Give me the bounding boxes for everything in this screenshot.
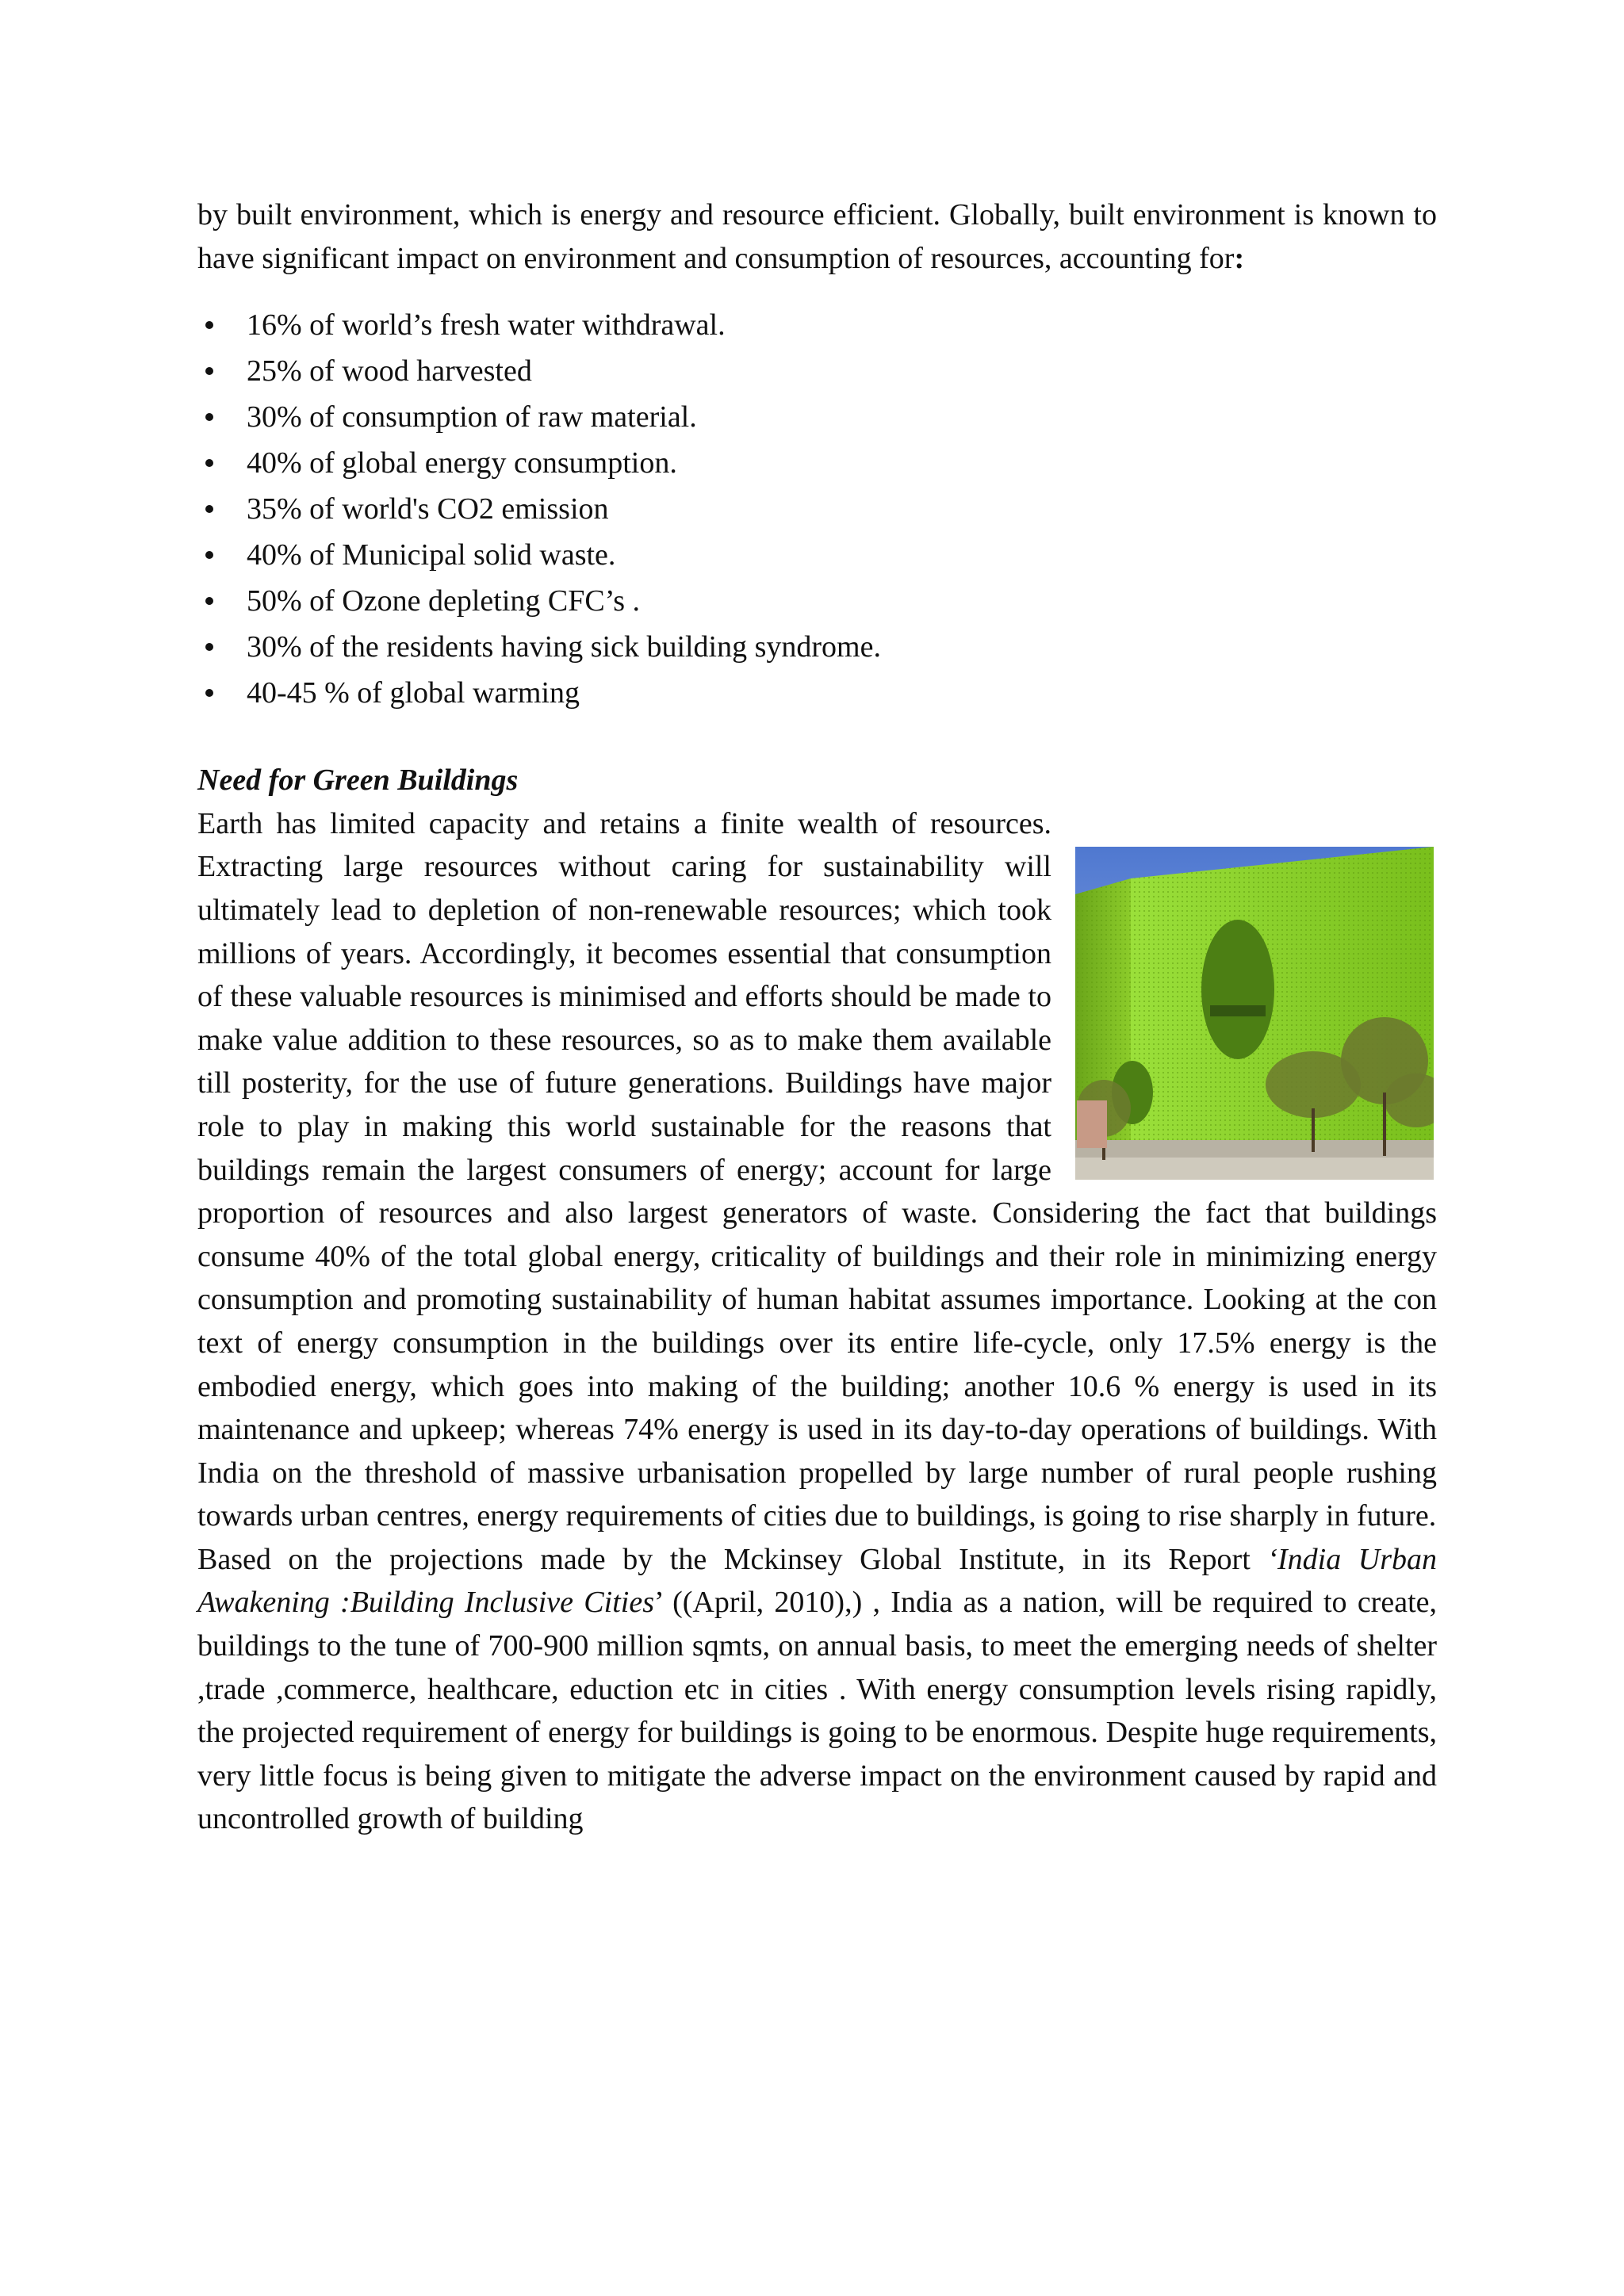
report-title: ‘India Urban Awakening :Building Inclusive Cities bbox=[197, 1542, 1437, 1620]
bullet-icon bbox=[205, 367, 213, 375]
intro-colon: : bbox=[1234, 241, 1245, 275]
bullet-icon bbox=[205, 505, 213, 513]
page-content bbox=[197, 193, 1437, 1841]
bullet-icon bbox=[205, 551, 213, 559]
list-item: 30% of the residents having sick building syndrome. bbox=[197, 624, 1437, 670]
body-paragraph-1: Earth has limited capacity and retains a finite wealth of resources. Extracting large resources without caring for sustainability will ultimately lead to depletion of non-renewable resources; which took millions of years. Accordingly, it becomes essential that consumption of these valuable resources is minimised and efforts should be made to make value addition to these resources, so as to make them available till posterity, for the use of future generations. Buildings have major role to play in making this world sustainable for the reasons that buildings remain the largest consumers of energy; account for large proportion of resources and also largest generators of waste. Considering the fact that buildings consume 40% of the total global energy, criticality of buildings and their role in minimizing energy consumption and promoting sustainability of human habitat assumes importance. Looking at the con text of energy consumption in the buildings over its entire life-cycle, only 17.5% energy is the embodied energy, which goes into making of the building; another 10.6 % energy is used in its maintenance and upkeep; whereas 74% energy is used in its day-to-day operations of buildings. With India on the threshold of massive urbanisation propelled by large number of rural people rushing towards urban centres, energy requirements of cities due to buildings, is going to rise sharply in future. bbox=[197, 806, 1437, 1533]
bullet-icon bbox=[205, 321, 213, 329]
window-band bbox=[1210, 1005, 1266, 1016]
section-heading: Need for Green Buildings bbox=[197, 763, 519, 798]
green-building-photo bbox=[1075, 847, 1434, 1180]
bullet-icon bbox=[205, 689, 213, 697]
list-item: 25% of wood harvested bbox=[197, 348, 1437, 394]
body-paragraph-2: Based on the projections made by the Mckinsey Global Institute, in its Report ‘India Urban Awakening :Building Inclusive Cities’ ((April, 2010),) , India as a nation, will be required to create, buildings to the tune of 700-900 million sqmts, on annual basis, to meet the emerging needs of shelter ,trade ,commerce, healthcare, eduction etc in cities . With energy consumption levels rising rapidly, the projected requirement of energy for buildings is going to be enormous. Despite huge requirements, very little focus is being given to mitigate the adverse impact on the environment caused by rapid and uncontrolled growth of building bbox=[197, 1542, 1437, 1836]
list-item: 50% of Ozone depleting CFC’s . bbox=[197, 578, 1437, 624]
green-building-illustration bbox=[1075, 847, 1434, 1180]
bullet-icon bbox=[205, 413, 213, 421]
circular-opening bbox=[1201, 920, 1274, 1059]
facts-list bbox=[197, 302, 1437, 716]
bullet-icon bbox=[205, 597, 213, 605]
bullet-icon bbox=[205, 459, 213, 467]
distant-building bbox=[1077, 1100, 1107, 1148]
list-item: 40% of global energy consumption. bbox=[197, 440, 1437, 486]
list-item: 40% of Municipal solid waste. bbox=[197, 532, 1437, 578]
list-item: 30% of consumption of raw material. bbox=[197, 394, 1437, 440]
list-item: 35% of world's CO2 emission bbox=[197, 486, 1437, 532]
list-item: 16% of world’s fresh water withdrawal. bbox=[197, 302, 1437, 348]
intro-text: by built environment, which is energy and resource efficient. Globally, built environment is known to have significant impact on environment and consumption of resources, accounting for bbox=[197, 198, 1437, 275]
intro-paragraph bbox=[197, 193, 1437, 280]
bullet-icon bbox=[205, 643, 213, 651]
list-item: 40-45 % of global warming bbox=[197, 670, 1437, 716]
sidewalk bbox=[1075, 1158, 1434, 1180]
